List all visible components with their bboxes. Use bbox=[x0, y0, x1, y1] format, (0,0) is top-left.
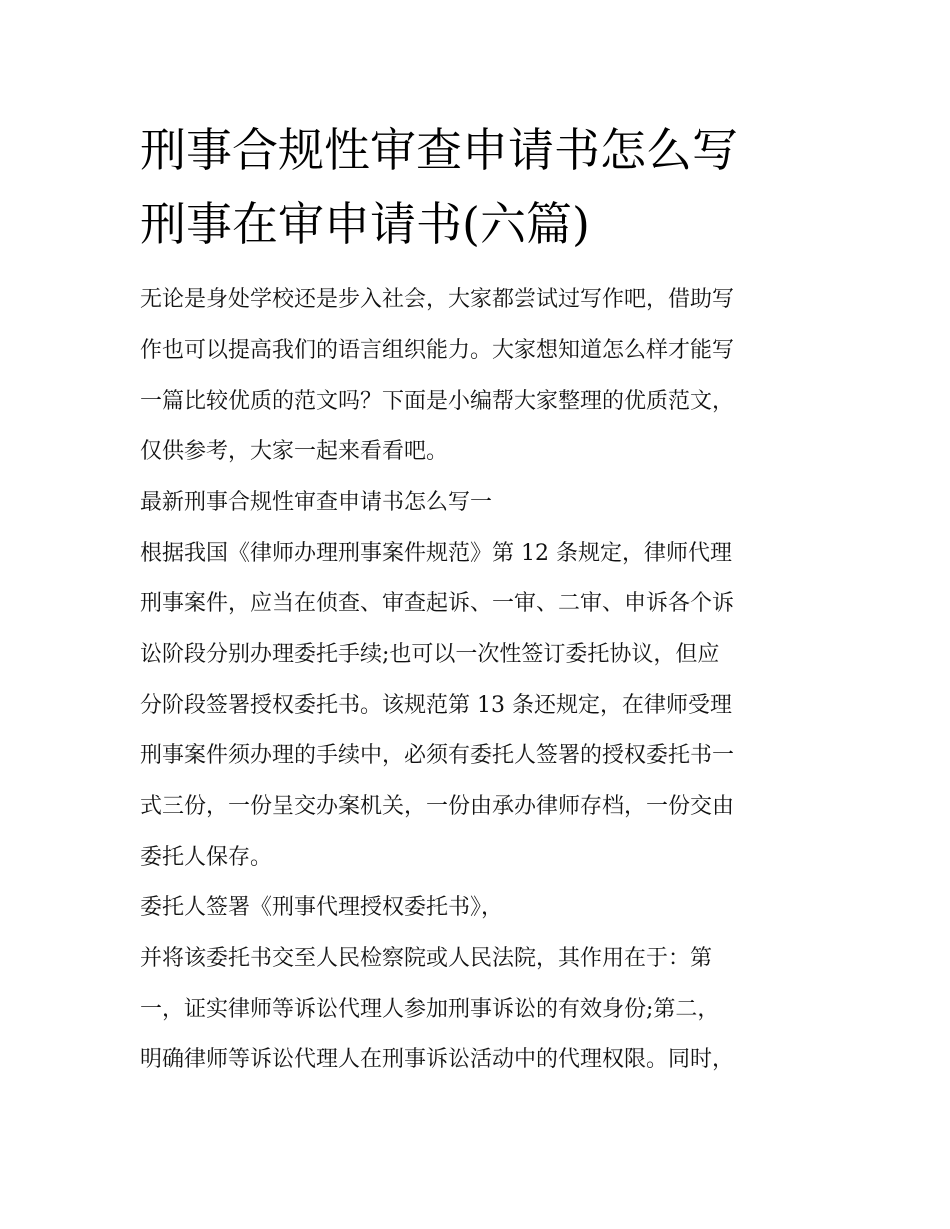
body-line-2: 作也可以提高我们的语言组织能力。大家想知道怎么样才能写 bbox=[140, 338, 735, 363]
body-line-12: 委托人保存。 bbox=[140, 845, 273, 870]
body-line-8: 讼阶段分别办理委托手续;也可以一次性签订委托协议，但应 bbox=[140, 642, 720, 667]
body-line-16: 明确律师等诉讼代理人在刑事诉讼活动中的代理权限。同时， bbox=[140, 1047, 735, 1072]
title-line-1: 刑事合规性审查申请书怎么写 bbox=[140, 123, 738, 177]
document-title bbox=[140, 113, 830, 261]
body-line-3: 一篇比较优质的范文吗？下面是小编帮大家整理的优质范文， bbox=[140, 389, 735, 414]
body-line-6: 根据我国《律师办理刑事案件规范》第 12 条规定，律师代理 bbox=[140, 541, 732, 566]
section-heading-1: 最新刑事合规性审查申请书怎么写一 bbox=[140, 490, 493, 515]
body-line-4: 仅供参考，大家一起来看看吧。 bbox=[140, 439, 449, 464]
body-line-1: 无论是身处学校还是步入社会，大家都尝试过写作吧，借助写 bbox=[140, 287, 735, 312]
title-line-2: 刑事在审申请书(六篇) bbox=[140, 197, 590, 251]
body-line-14: 并将该委托书交至人民检察院或人民法院，其作用在于：第 bbox=[140, 946, 713, 971]
body-line-15: 一，证实律师等诉讼代理人参加刑事诉讼的有效身份;第二， bbox=[140, 997, 720, 1022]
body-line-13: 委托人签署《刑事代理授权委托书》， bbox=[140, 895, 504, 920]
body-line-7: 刑事案件，应当在侦查、审查起诉、一审、二审、申诉各个诉 bbox=[140, 591, 735, 616]
body-line-9: 分阶段签署授权委托书。该规范第 13 条还规定，在律师受理 bbox=[140, 693, 732, 718]
body-line-10: 刑事案件须办理的手续中，必须有委托人签署的授权委托书一 bbox=[140, 743, 735, 768]
body-line-11: 式三份，一份呈交办案机关，一份由承办律师存档，一份交由 bbox=[140, 794, 735, 819]
